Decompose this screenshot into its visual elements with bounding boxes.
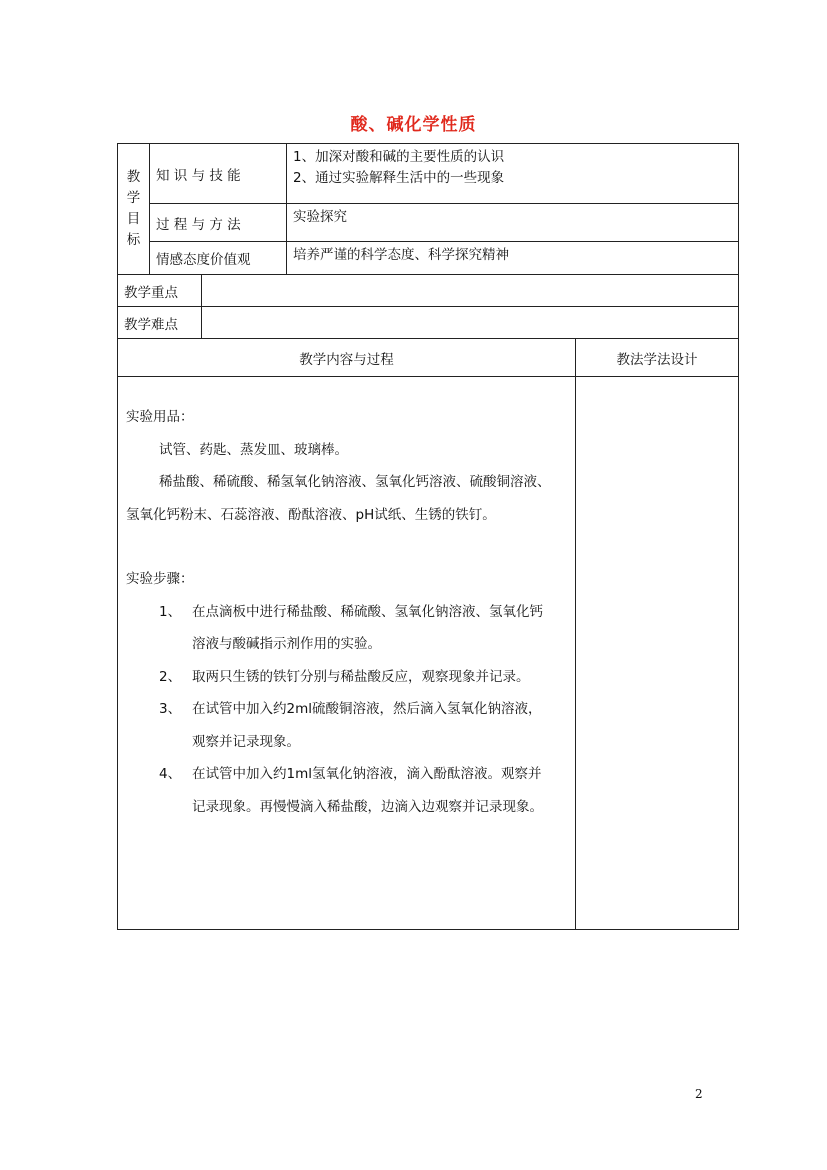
step-number: 4、 <box>159 766 182 782</box>
content-cell <box>118 377 576 930</box>
objective-line: 2、通过实验解释生活中的一些现象 <box>293 170 505 186</box>
step-line: 记录现象。再慢慢滴入稀盐酸，边滴入边观察并记录现象。 <box>192 798 543 815</box>
document-title: 酸、碱化学性质 <box>350 115 477 135</box>
materials-line: 稀盐酸、稀硫酸、稀氢氧化钠溶液、氢氧化钙溶液、硫酸铜溶液、 <box>159 474 551 490</box>
step-number: 1、 <box>159 603 182 620</box>
objective-row-process <box>118 204 739 242</box>
step-line: 观察并记录现象。 <box>192 733 300 750</box>
objective-value <box>287 144 739 204</box>
objective-line: 培养严谨的科学态度、科学探究精神 <box>293 247 510 263</box>
objective-value <box>287 204 739 242</box>
key-point-row <box>118 275 739 307</box>
objective-row-attitude <box>118 242 739 275</box>
step-line: 取两只生锈的铁钉分别与稀盐酸反应，观察现象并记录。 <box>192 668 530 685</box>
step-number: 2、 <box>159 668 182 685</box>
content-row <box>118 377 739 930</box>
objective-row-knowledge <box>118 144 739 204</box>
group-label-char: 教 <box>126 169 141 185</box>
difficulty-row <box>118 307 739 339</box>
method-cell <box>576 377 739 930</box>
objective-line: 1、加深对酸和碱的主要性质的认识 <box>293 149 505 165</box>
step-item <box>126 661 567 694</box>
materials-heading: 实验用品： <box>126 409 194 425</box>
difficulty-label: 教学难点 <box>118 307 202 339</box>
materials-line: 氢氧化钙粉末、石蕊溶液、酚酞溶液、pH试纸、生锈的铁钉。 <box>126 506 496 523</box>
group-label-char: 标 <box>126 232 141 248</box>
objective-label: 过 程 与 方 法 <box>150 204 287 242</box>
materials-line: 试管、药匙、蒸发皿、玻璃棒。 <box>159 441 348 458</box>
column-header-row <box>118 339 739 377</box>
step-line: 在点滴板中进行稀盐酸、稀硫酸、氢氧化钠溶液、氢氧化钙 <box>192 603 543 620</box>
objectives-group-label <box>118 144 150 275</box>
group-label-char: 学 <box>126 190 141 206</box>
step-line: 溶液与酸碱指示剂作用的实验。 <box>192 636 381 652</box>
group-label-char: 目 <box>126 211 141 227</box>
objective-label: 情感态度价值观 <box>150 242 287 275</box>
steps-heading: 实验步骤： <box>126 571 194 587</box>
page-number: 2 <box>695 1087 703 1101</box>
lesson-plan-table <box>117 143 739 930</box>
step-item <box>126 693 567 758</box>
step-item <box>126 758 567 823</box>
objective-value <box>287 242 739 275</box>
step-item <box>126 596 567 661</box>
objective-label: 知 识 与 技 能 <box>150 144 287 204</box>
content-header: 教学内容与过程 <box>118 339 576 377</box>
step-number: 3、 <box>159 701 182 717</box>
difficulty-value <box>202 307 739 339</box>
step-line: 在试管中加入约2ml硫酸铜溶液，然后滴入氢氧化钠溶液， <box>192 701 542 717</box>
key-point-value <box>202 275 739 307</box>
key-point-label: 教学重点 <box>118 275 202 307</box>
objective-line: 实验探究 <box>293 209 348 225</box>
method-header: 教法学法设计 <box>576 339 739 377</box>
step-line: 在试管中加入约1ml氢氧化钠溶液，滴入酚酞溶液。观察并 <box>192 766 542 782</box>
